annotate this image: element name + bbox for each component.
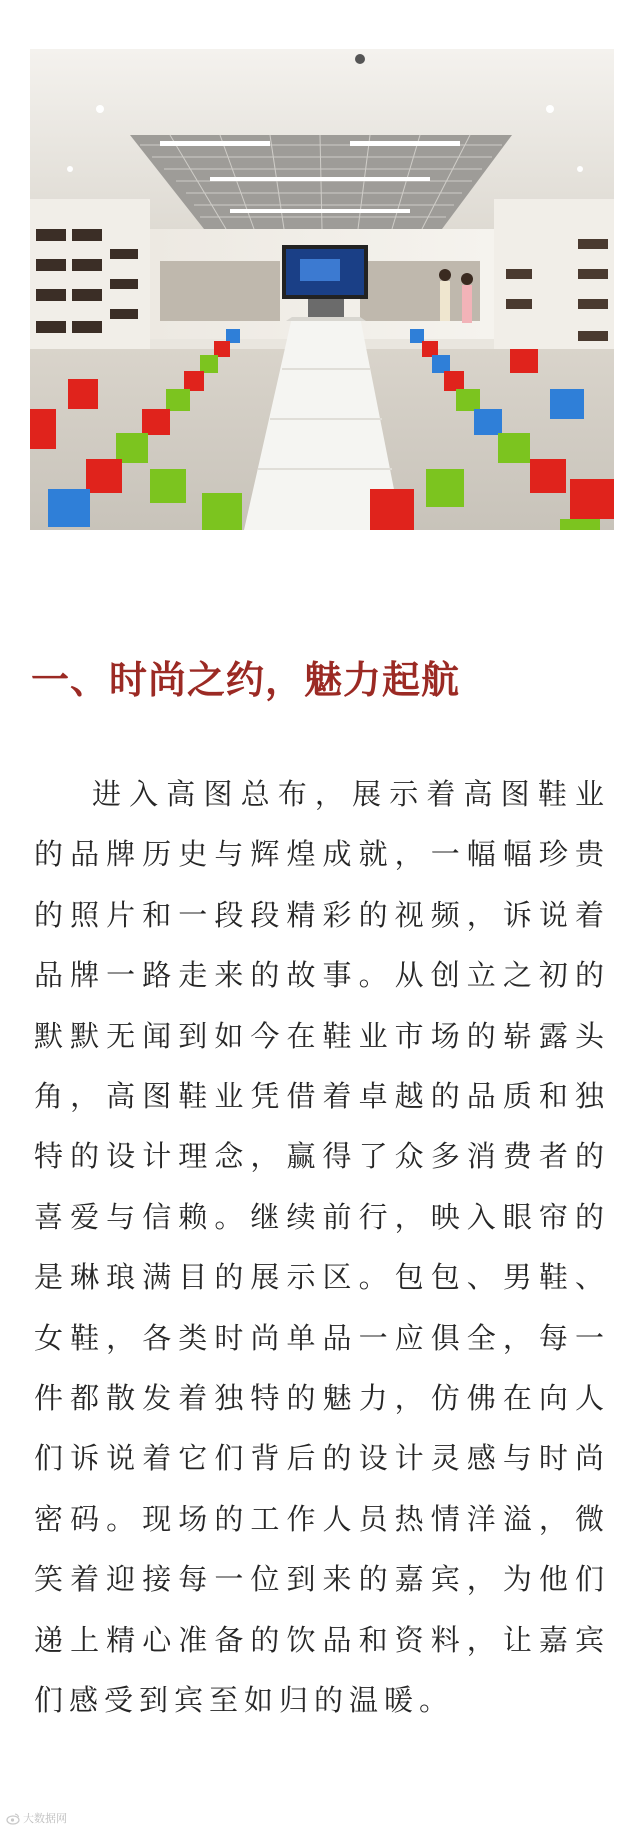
article-paragraph: 进入高图总布，展示着高图鞋业的品牌历史与辉煌成就，一幅幅珍贵的照片和一段段精彩的视频，诉说着品牌一路走来的故事。从创立之初的默默无闻到如今在鞋业市场的崭露头角，高图鞋业凭借着卓越的品质和独特的设计理念，赢得了众多消费者的喜爱与信赖。继续前行，映入眼帘的是琳琅满目的展示区。包包、男鞋、女鞋，各类时尚单品一应俱全，每一件都散发着独特的魅力，仿佛在向人们诉说着它们背后的设计灵感与时尚密码。现场的工作人员热情洋溢，微笑着迎接每一位到来的嘉宾，为他们递上精心准备的饮品和资料，让嘉宾们感受到宾至如归的温暖。 (34, 777, 610, 1718)
watermark-label: 大数据网 (23, 1812, 67, 1825)
article-photo (30, 49, 614, 530)
section-heading: 一、时尚之约，魅力起航 (31, 658, 461, 702)
watermark (6, 1812, 67, 1826)
weibo-eye-icon (6, 1813, 20, 1825)
photo-showroom-meeting-icon (30, 49, 614, 530)
